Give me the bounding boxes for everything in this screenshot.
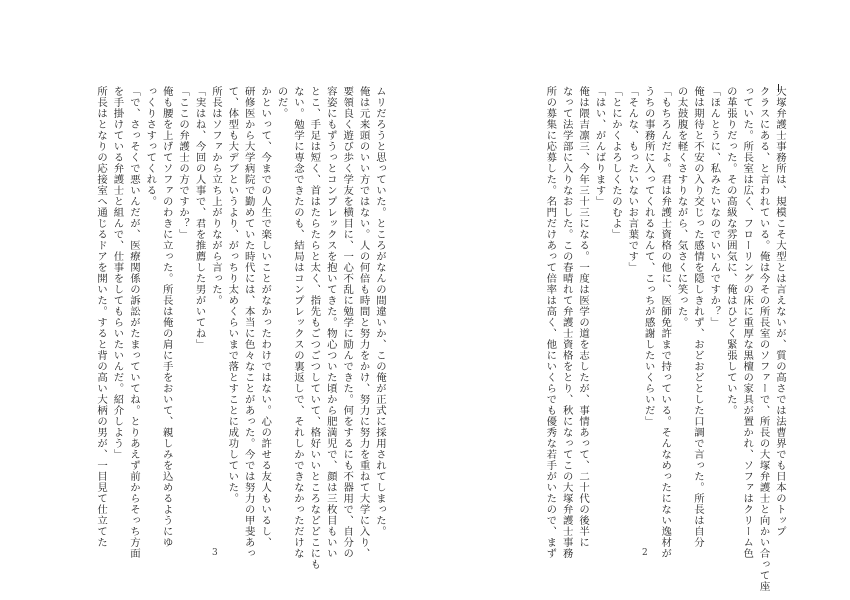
text-line: 「はい、がんばります」 [593, 86, 606, 207]
text-line: の太鼓腹を軽くさすりながら、気さくに笑った。 [675, 86, 688, 328]
body-text-left [93, 86, 388, 570]
text-line: のだ。 [275, 86, 288, 119]
text-line: 容姿にもずうっとコンプレックスを抱いてきた。物心ついた頃から肥満児で、顔は三枚目もいい [324, 86, 337, 559]
text-line: 「ここの弁護士の方ですか？」 [177, 86, 190, 240]
text-line: 所長はとなりの応接室へ通じるドアを開いた。すると背の高い大柄の男が、一目見て仕立てた [95, 86, 108, 548]
text-line: 所の募集に応募した。名門だけあって倍率は高く、他にいくらでも優秀な若手がいたので、まず [544, 86, 557, 559]
text-line: うちの事務所に入ってくれるなんて、こっちが感謝したいくらいだ」 [642, 86, 655, 427]
text-line: 研修医から大学病院で勤めていた時代には、本当に色々なことがあった。今では努力の甲斐あっ [242, 86, 255, 559]
text-line: を手掛けている弁護士と組んで、仕事をしてもらいたいんだ。紹介しよう」 [111, 86, 124, 460]
text-line: とこ、手足は短く、首はたらたらと太く、指先もごつごつしていて、格好いいところなどどこにも [308, 86, 321, 570]
text-line: かといって、今までの人生で楽しいことがなかったわけではない。心の許せる友人もいるし、 [259, 86, 272, 548]
text-line: なって法学部に入りなおした。この春晴れて弁護士資格をとり、秋になってこの大塚弁護士事務 [560, 86, 573, 559]
text-line: ムリだろうと思っていた。ところがなんの間違いか、この俺が正式に採用されてしまった。 [374, 86, 386, 537]
text-line: 「実はね、今回の人事で、君を推薦した男がいてね」 [193, 86, 206, 350]
text-line: 「もちろんだよ。君は弁護士資格の他に、医師免許まで持っている。そんなめったにない逸材が [659, 86, 672, 559]
text-line: 要領良く遊び歩く学友を横目に、一心不乱に勉学に励んできた。何をするにも不器用で、自分の [341, 86, 354, 559]
text-line: 俺は元来頭のいい方ではない。人の何倍も時間と努力をかけ、努力に努力を重ねて大学に入り、 [357, 86, 370, 559]
text-line: 俺は隈吉凛三、今年三十三になる。一度は医学の道を志したが、事情あって、二十代の後半に [577, 86, 590, 548]
text-line: 大塚弁護士事務所は、規模こそ大型とは言えないが、質の高さでは法曹界でも日本のトップ [774, 86, 786, 537]
text-line: 「とにかくよろしくたのむよ」 [609, 86, 622, 240]
text-line: っていた。所長室は広く、フローリングの床に重厚な黒檀の家具が置かれ、ソファはクリーム色 [741, 86, 754, 559]
text-line: っくりさすってくれる。 [144, 86, 157, 207]
text-line: 俺は期待と不安の入り交じった感情を隠しきれず、おどおどとした口調で言った。所長は自分 [691, 86, 704, 548]
page-number-left: 3 [212, 548, 218, 558]
text-line: て、体型も大デブというより、がっちり太めくらいまで落とすことに成功していた。 [226, 86, 239, 504]
text-line: 「で、さっそくで悪いんだが、医療関係の訴訟がたまっていてね。とりあえず前からそっち方面 [127, 86, 140, 559]
body-text-right [542, 86, 788, 592]
text-line: 所長はソファから立ち上がりながら言った。 [209, 86, 222, 306]
text-line: 「ほんとうに、私みたいなのでいいんですか？」 [708, 86, 721, 328]
text-line: 俺も腰を上げてソファのわきに立った。所長は俺の肩に手をおいて、親しみを込めるようにゆ [160, 86, 173, 548]
page-number-right: 2 [642, 548, 648, 558]
text-line: 「そんな、もったいないお言葉です」 [626, 86, 639, 273]
text-line: の革張りだった。その高級な雰囲気に、俺はひどく緊張していた。 [724, 86, 737, 416]
text-line: ない。勉学に専念できたのも、結局はコンプレックスの裏返しで、それしかできなかっただけな [291, 86, 304, 559]
text-line: クラスにある、と言われている。俺は今その所長室のソファーで、所長の大塚弁護士と向かい合って座 [757, 86, 770, 592]
